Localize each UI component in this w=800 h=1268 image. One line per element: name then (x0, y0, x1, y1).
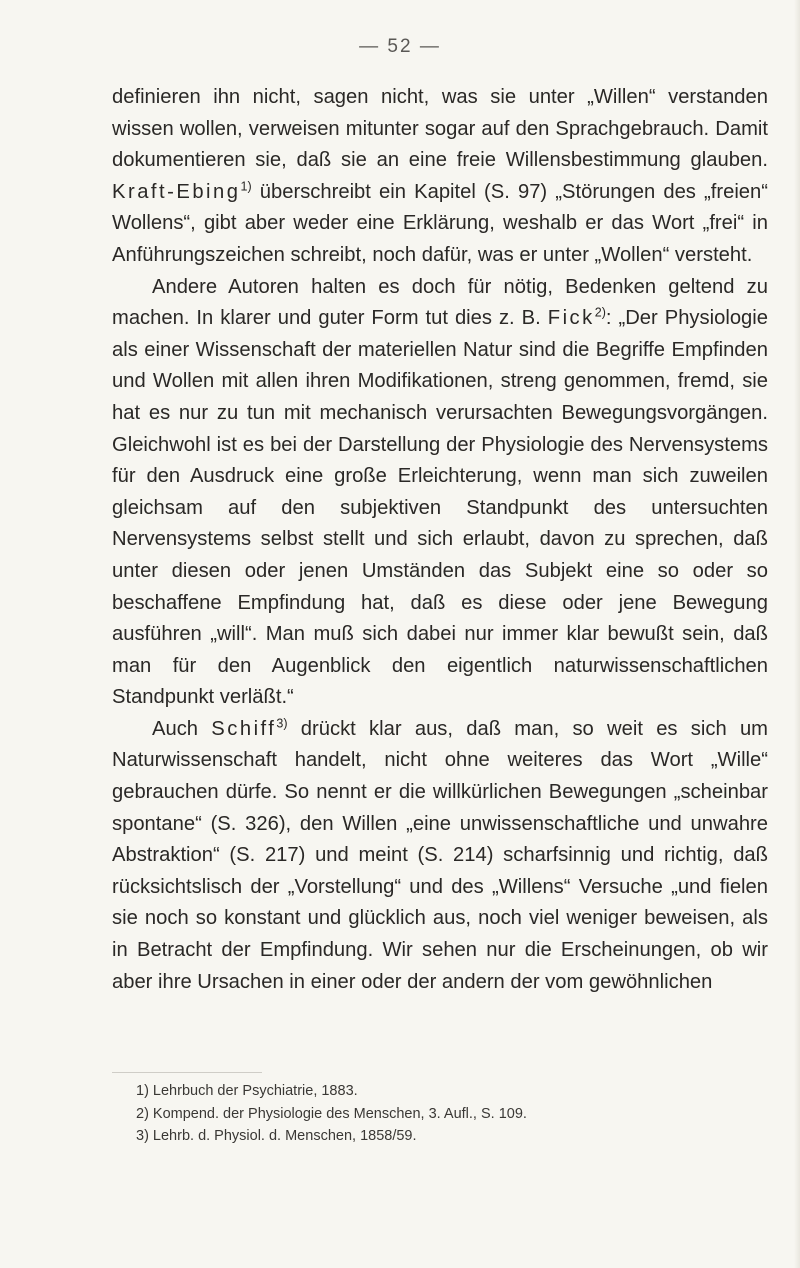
footnote-ref-3[interactable]: 3) (276, 716, 288, 731)
page-number: — 52 — (359, 36, 441, 57)
paragraph-3 (112, 714, 768, 998)
paragraph-1-text-b: überschreibt ein Kapitel (S. 97) „Störungen des „freien“ Wollens“, gibt aber weder eine Erklärung, weshalb er das Wort „frei“ in Anführungszeichen schreibt, noch dafür, was er unter „Wollen“ versteht. (112, 180, 768, 266)
paragraph-3-text-b: drückt klar aus, daß man, so weit es sich um Naturwissenschaft handelt, nicht ohne weiteres das Wort „Wille“ gebrauchen dürfe. So nennt er die willkürlichen Bewegungen „scheinbar spontane“ (S. 326), den Willen „eine unwissenschaftliche und unwahre Abstraktion“ (S. 217) und meint (S. 214) scharfsinnig und richtig, daß rücksichtslisch der „Vorstellung“ und des „Willens“ Versuche „und fielen sie noch so konstant und glücklich aus, noch viel weniger beweisen, als in Betracht der Empfindung. Wir sehen nur die Erscheinungen, ob wir aber ihre Ursachen in einer oder der andern der vom gewöhnlichen (112, 717, 768, 993)
footnote-1: 1) Lehrbuch der Psychiatrie, 1883. (136, 1083, 358, 1099)
author-name-kraft-ebing: Kraft-Ebing (112, 180, 241, 203)
author-name-fick: Fick (547, 307, 595, 330)
footnote-3: 3) Lehrb. d. Physiol. d. Menschen, 1858/59. (136, 1128, 417, 1144)
page-edge-shadow (794, 0, 800, 1268)
footnote-separator (112, 1072, 262, 1073)
paragraph-2-text-a: Andere Autoren halten es doch für nötig, Bedenken geltend zu machen. In klarer und guter Form tut dies z. B. (112, 275, 768, 330)
footnote-ref-2[interactable]: 2) (594, 305, 606, 320)
paragraph-1-text-a: definieren ihn nicht, sagen nicht, was sie unter „Willen“ verstanden wissen wollen, verweisen mitunter sogar auf den Sprachgebrauch. Damit dokumentieren sie, daß sie an eine freie Willensbestimmung glauben. (112, 86, 768, 172)
footnotes (136, 1080, 756, 1148)
footnote-ref-1[interactable]: 1) (240, 179, 252, 194)
author-name-schiff: Schiff (211, 717, 277, 740)
footnote-2: 2) Kompend. der Physiologie des Menschen, 3. Aufl., S. 109. (136, 1105, 527, 1122)
paragraph-1 (112, 82, 768, 272)
main-text (112, 82, 768, 998)
paragraph-2 (112, 272, 768, 714)
paragraph-3-text-a: Auch (152, 717, 212, 740)
paragraph-2-text-b: : „Der Physiologie als einer Wissenschaft der materiellen Natur sind die Begriffe Empfinden und Wollen mit allen ihren Modifikationen, streng genommen, fremd, sie hat es nur zu tun mit mechanisch verursachten Bewegungsvorgängen. Gleichwohl ist es bei der Darstellung der Physiologie des Nervensystems für den Ausdruck eine große Erleichterung, wenn man sich zuweilen gleichsam auf den subjektiven Standpunkt des untersuchten Nervensystems selbst stellt und sich erlaubt, davon zu sprechen, daß unter diesen oder jenen Umständen das Subjekt eine so oder so beschaffene Empfindung hat, daß es diese oder jene Bewegung ausführen „will“. Man muß sich dabei nur immer klar bewußt sein, daß man für den Augenblick den eigentlich naturwissenschaftlichen Standpunkt verläßt.“ (112, 307, 768, 709)
